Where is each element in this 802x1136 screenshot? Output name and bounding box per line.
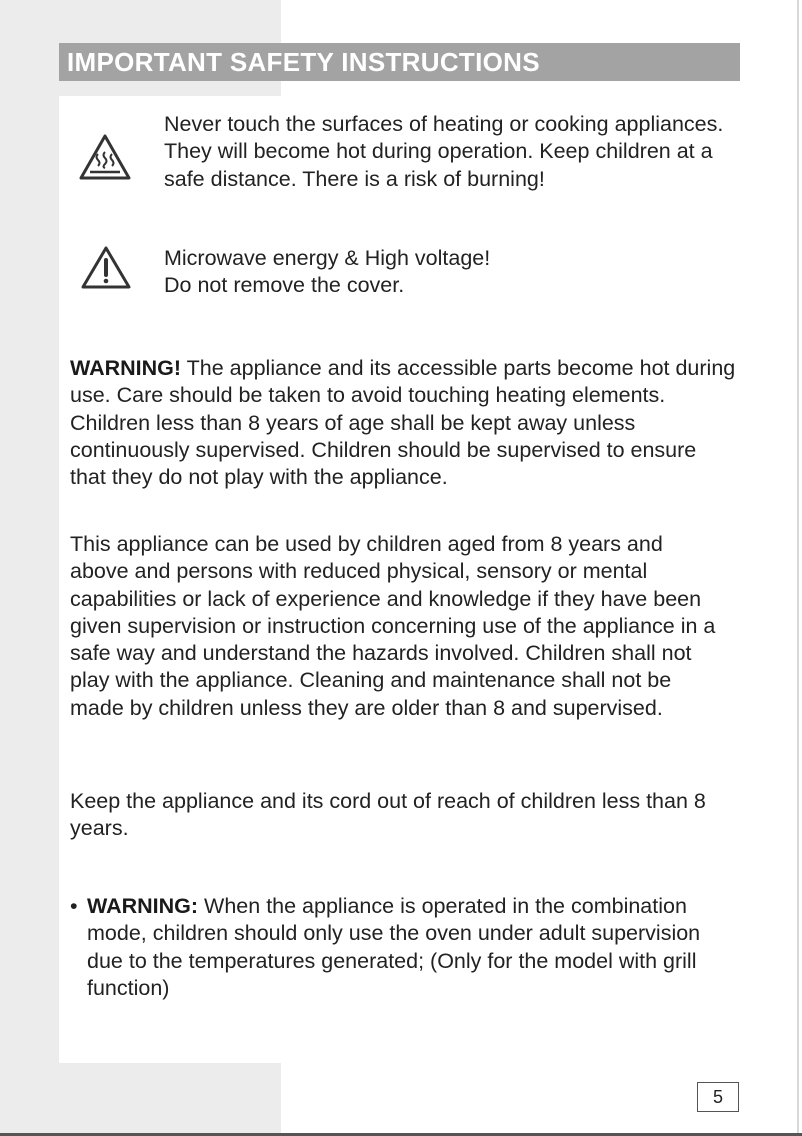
children-use-paragraph: This appliance can be used by children aged from 8 years and above and persons with reduced physical, sensory or mental capabilities or lack of experience and knowledge if they have been given supervision or instruction concerning use of the appliance in a safe way and understand the hazards involved. Children shall not play with the appliance. Cleaning and maintenance shall not be made by children unless they are older than 8 and supervised.	[70, 532, 716, 720]
general-warning-icon	[80, 245, 132, 291]
section-header: IMPORTANT SAFETY INSTRUCTIONS	[59, 43, 740, 81]
warning-paragraph	[70, 355, 738, 491]
microwave-notice-line1: Microwave energy & High voltage!	[164, 246, 491, 270]
microwave-notice-line2: Do not remove the cover.	[164, 273, 405, 298]
grill-warning-item	[70, 893, 710, 1002]
grill-warning-text: When the appliance is operated in the combination mode, children should only use the oven under adult supervision due to the temperatures generated; (Only for the model with grill function)	[87, 894, 701, 1000]
grill-warning-paragraph	[70, 893, 710, 1002]
cord-paragraph: Keep the appliance and its cord out of reach of children less than 8 years.	[70, 789, 706, 841]
microwave-notice	[164, 245, 734, 300]
hot-surface-notice: Never touch the surfaces of heating or cooking appliances. They will become hot during operation. Keep children at a safe distance. There is a risk of burning!	[164, 112, 724, 191]
page-number: 5	[697, 1082, 739, 1112]
grill-warning-label: WARNING:	[87, 894, 199, 918]
bullet: •	[70, 894, 78, 918]
warning-label: WARNING!	[70, 356, 182, 380]
hot-surface-warning-icon	[78, 133, 132, 183]
warning-text: The appliance and its accessible parts become hot during use. Care should be taken to avoid touching heating elements. Children less than 8 years of age shall be kept away unless continuously supervised. Children should be supervised to ensure that they do not play with the appliance.	[70, 356, 736, 490]
right-page-edge	[797, 0, 799, 1136]
